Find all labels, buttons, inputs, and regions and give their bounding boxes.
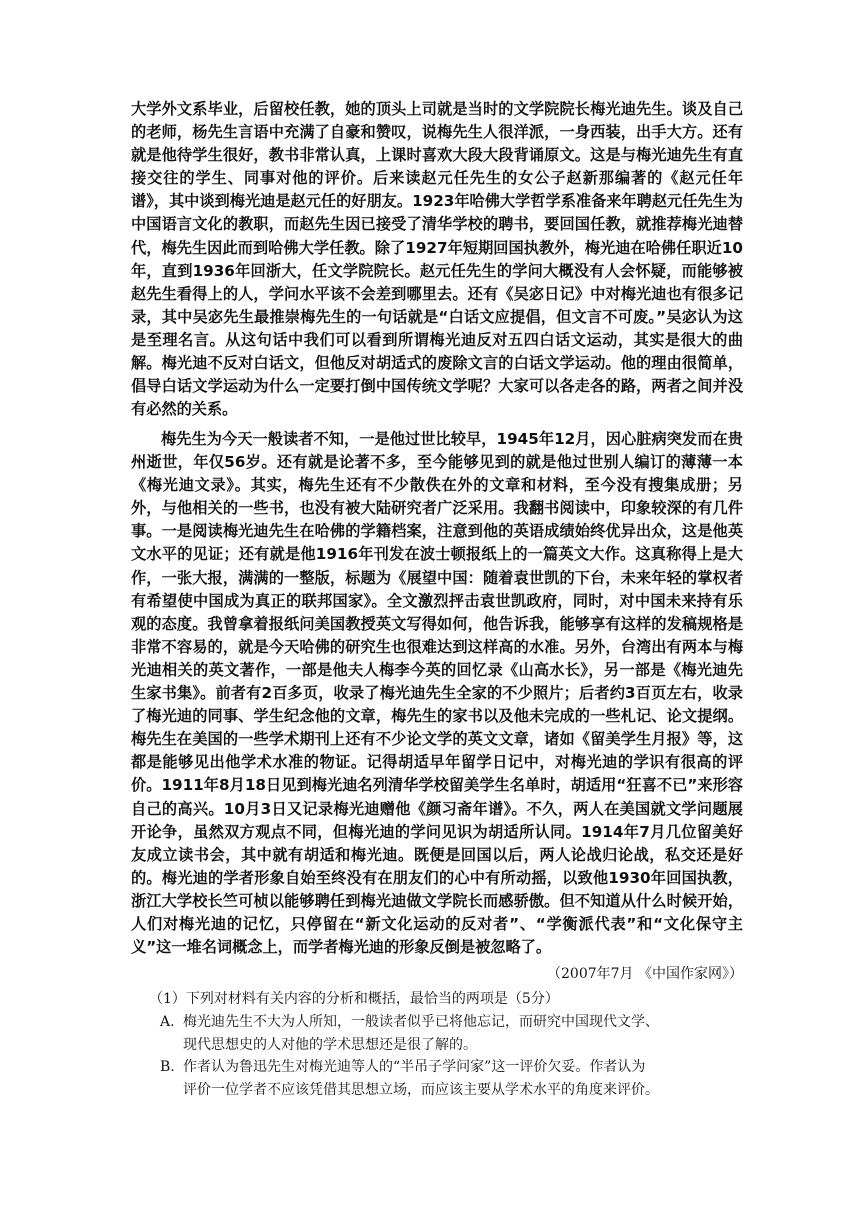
option-a-line-1: 梅光迪先生不大为人所知，一般读者似乎已将他忘记，而研究中国现代文学、 [183, 1014, 659, 1030]
article-paragraph-2: 梅先生为今天一般读者不知，一是他过世比较早，1945年12月，因心脏病突发而在贵州逝世，年仅56岁。还有就是论著不多，至今能够见到的就是他过世别人编订的薄薄一本《梅光迪文录》。其实，梅先生还有不少散佚在外的文章和材料，至今没有搜集成册；另外，与他相关的一些书，也没有被大陆研究者广泛采用。我翻书阅读中，印象较深的有几件事。一是阅读梅光迪先生在哈佛的学籍档案，注意到他的英语成绩始终优异出众，这是他英文水平的见证；还有就是他1916年刊发在波士顿报纸上的一篇英文大作。这真称得上是大作，一张大报，满满的一整版，标题为《展望中国：随着袁世凯的下台，未来年轻的掌权者有希望使中国成为真正的联邦国家》。全文激烈抨击袁世凯政府，同时，对中国未来持有乐观的态度。我曾拿着报纸问美国教授英文写得如何，他告诉我，能够享有这样的发稿规格是非常不容易的，就是今天哈佛的研究生也很难达到这样高的水准。另外，台湾出有两本与梅光迪相关的英文著作，一部是他夫人梅李今英的回忆录《山高水长》，另一部是《梅光迪先生家书集》。前者有2百多页，收录了梅光迪先生全家的不少照片；后者约3百页左右，收录了梅光迪的同事、学生纪念他的文章，梅先生的家书以及他未完成的一些札记、论文提纲。梅先生在美国的一些学术期刊上还有不少论文学的英文文章，诸如《留美学生月报》等，这都是能够见出他学术水准的物证。记得胡适早年留学日记中，对梅光迪的学识有很高的评价。1911年8月18日见到梅光迪名列清华学校留美学生名单时，胡适用“狂喜不已”来形容自己的高兴。10月3日又记录梅光迪赠他《颜习斋年谱》。不久，两人在美国就文学问题展开论争，虽然双方观点不同，但梅光迪的学问见识为胡适所认同。1914年7月几位留美好友成立读书会，其中就有胡适和梅光迪。既便是回国以后，两人论战归论战，私交还是好的。梅光迪的学者形象自始至终没有在朋友们的心中有所动摇，以致他1930年回国执教，浙江大学校长竺可桢以能够聘任到梅光迪做文学院长而感骄傲。但不知道从什么时候开始，人们对梅光迪的记忆，只停留在“新文化运动的反对者”、“学衡派代表”和“文化保守主义”这一堆名词概念上，而学者梅光迪的形象反倒是被忽略了。 [131, 430, 743, 957]
option-a-line-2: 现代思想史的人对他的学术思想还是很了解的。 [183, 1036, 477, 1053]
article-paragraph-1: 大学外文系毕业，后留校任教，她的顶头上司就是当时的文学院院长梅光迪先生。谈及自己的老师，杨先生言语中充满了自豪和赞叹，说梅先生人很洋派，一身西装，出手大方。还有就是他待学生很好，教书非常认真，上课时喜欢大段大段背诵原文。这是与梅光迪先生有直接交往的学生、同事对他的评价。后来读赵元任先生的女公子赵新那编著的《赵元任年谱》，其中谈到梅光迪是赵元任的好朋友。1923年哈佛大学哲学系准备来年聘赵元任先生为中国语言文化的教职，而赵先生因已接受了清华学校的聘书，要回国任教，就推荐梅光迪替代，梅先生因此而到哈佛大学任教。除了1927年短期回国执教外，梅光迪在哈佛任职近10年，直到1936年回浙大，任文学院院长。赵元任先生的学问大概没有人会怀疑，而能够被赵先生看得上的人，学问水平该不会差到哪里去。还有《吴宓日记》中对梅光迪也有很多记录，其中吴宓先生最推崇梅先生的一句话就是“白话文应提倡，但文言不可废。”吴宓认为这是至理名言。从这句话中我们可以看到所谓梅光迪反对五四白话文运动，其实是很大的曲解。梅光迪不反对白话文，但他反对胡适式的废除文言的白话文学运动。他的理由很简单，倡导白话文学运动为什么一定要打倒中国传统文学呢？大家可以各走各的路，两者之间并没有必然的关系。 [131, 100, 743, 419]
question-stem: （1）下列对材料有关内容的分析和概括，最恰当的两项是（5分） [149, 991, 559, 1007]
option-b-line-1: 作者认为鲁迅先生对梅光迪等人的“半吊子学问家”这一评价欠妥。作者认为 [183, 1059, 646, 1075]
option-a-text [183, 1011, 743, 1056]
option-b-letter: B. [160, 1059, 175, 1075]
option-b-text [183, 1056, 743, 1101]
article-source: （2007年7月 《中国作家网》） [547, 966, 743, 982]
option-a-letter: A. [160, 1014, 175, 1030]
option-b-line-2: 评价一位学者不应该凭借其思想立场，而应该主要从学术水平的角度来评价。 [183, 1081, 659, 1098]
